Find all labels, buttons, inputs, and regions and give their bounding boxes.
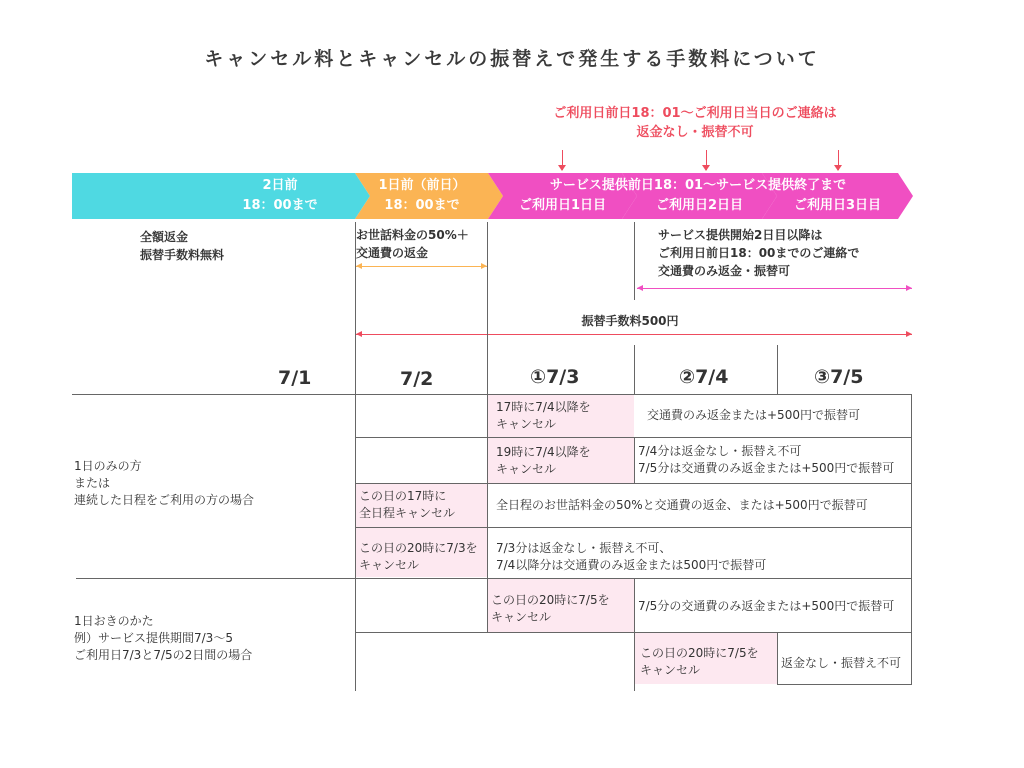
band-day2: ご利用日2日目 [655,198,744,213]
red-note-line2: 返金なし・振替不可 [636,125,754,140]
date-5: ③7/5 [814,366,864,388]
group2-label-l3: ご利用日7/3と7/5の2日間の場合 [74,648,253,662]
g1-r3-cell-l2: 全日程キャンセル [359,506,456,520]
fee-label: 振替手数料500円 [581,314,679,328]
policy-half-refund-l2: 交通費の返金 [356,246,429,260]
g2-r1-result: 7/5分の交通費のみ返金または+500円で振替可 [638,599,895,613]
g1-r2-result-l1: 7/4分は返金なし・振替え不可 [638,444,802,458]
group1-label-l3: 連続した日程をご利用の方の場合 [74,493,255,507]
timeline-bands [0,0,1024,230]
band3-line1: サービス提供前日18：01～サービス提供終了まで [549,178,847,193]
band-day3: ご利用日3日目 [793,198,882,213]
g2-r2-bottom [777,684,912,685]
policy-full-refund-l2: 振替手数料無料 [140,248,225,262]
group2-label [74,613,252,664]
g1-r4-result-l2: 7/4以降分は交通費のみ返金または500円で振替可 [496,558,767,572]
g1-r2-v2 [634,438,635,484]
divider-v-c-mid [634,345,635,394]
g1-r4-v [487,528,488,578]
g2-r2-v2 [777,633,778,684]
policy-half-refund [356,226,469,262]
g2-r2-result: 返金なし・振替え不可 [781,656,902,670]
g1-r2-cell-l1: 19時に7/4以降を [496,445,591,459]
policy-full-refund [140,228,224,264]
g2-r2-cell-text [640,645,759,679]
date-3: ①7/3 [530,366,580,388]
g1-r2-result-l2: 7/5分は交通費のみ返金または+500円で振替可 [638,461,895,475]
g1-r4-cell-text [359,540,478,574]
g1-r3-cell-l1: この日の17時に [359,489,447,503]
g1-r1-cell-l2: キャンセル [496,417,557,431]
divider-v-b [487,222,488,394]
g1-r4-cell-l1: この日の20時に7/3を [359,541,478,555]
g1-r2-cell-l2: キャンセル [496,462,557,476]
g1-r3-v [487,484,488,528]
g2-r1-cell-l2: キャンセル [491,610,552,624]
g2-r1-v2 [634,578,635,633]
band1-line1: 2日前 [262,178,298,193]
band2-line2: 18：00まで [384,198,460,213]
range-arrow-orange [356,266,487,267]
g2-r2-cell-l1: この日の20時に7/5を [640,646,759,660]
red-note-line1: ご利用日前日18：01～ご利用日当日のご連絡は [553,106,837,121]
divider-v-a [355,222,356,394]
band1-line2: 18：00まで [242,198,318,213]
date-1: 7/1 [278,367,312,389]
policy-day2-l1: サービス提供開始2日目以降は [658,228,823,242]
group1-label [74,458,254,509]
range-arrow-magenta [637,288,912,289]
g1-r2-cell-text [496,444,591,478]
divider-v-c-top [634,222,635,300]
band-day1: ご利用日1日目 [518,198,607,213]
divider-v-d-mid [777,345,778,394]
policy-half-refund-l1: お世話料金の50%＋ [356,228,469,242]
band2-line1: 1日前（前日） [378,178,466,193]
g1-r1-v [487,394,488,438]
g1-r4-result-l1: 7/3分は返金なし・振替え不可、 [496,541,672,555]
g1-r4-result [496,540,766,574]
date-2: 7/2 [400,368,434,390]
g1-r1-cell-l1: 17時に7/4以降を [496,400,591,414]
g1-r3-result: 全日程のお世話料金の50%と交通費の返金、または+500円で振替可 [496,498,868,512]
g1-r1-cell-text [496,399,591,433]
g2-r2-cell-l2: キャンセル [640,663,701,677]
g1-r4-cell-l2: キャンセル [359,558,420,572]
range-arrow-red [356,334,912,335]
policy-full-refund-l1: 全額返金 [140,230,189,244]
group2-label-l2: 例）サービス提供期間7/3～5 [74,631,233,645]
policy-day2-l2: ご利用日前日18：00までのご連絡で [658,246,860,260]
policy-day2-l3: 交通費のみ返金・振替可 [658,264,791,278]
g2-r1-cell-text [491,592,610,626]
g1-r1-result: 交通費のみ返金または+500円で振替可 [647,408,860,422]
g1-r2-result [638,443,894,477]
g2-r1-cell-l1: この日の20時に7/5を [491,593,610,607]
g2-r2-v1 [634,633,635,691]
g1-r3-cell-text [359,488,455,522]
g1-r2-v1 [487,438,488,484]
date-4: ②7/4 [679,366,729,388]
policy-day2-onward [658,226,859,280]
group1-label-l2: または [74,476,111,490]
g2-r1-v1 [487,578,488,633]
group2-label-l1: 1日おきのかた [74,614,154,628]
page-title: キャンセル料とキャンセルの振替えで発生する手数料について [204,48,820,70]
group1-label-l1: 1日のみの方 [74,459,142,473]
